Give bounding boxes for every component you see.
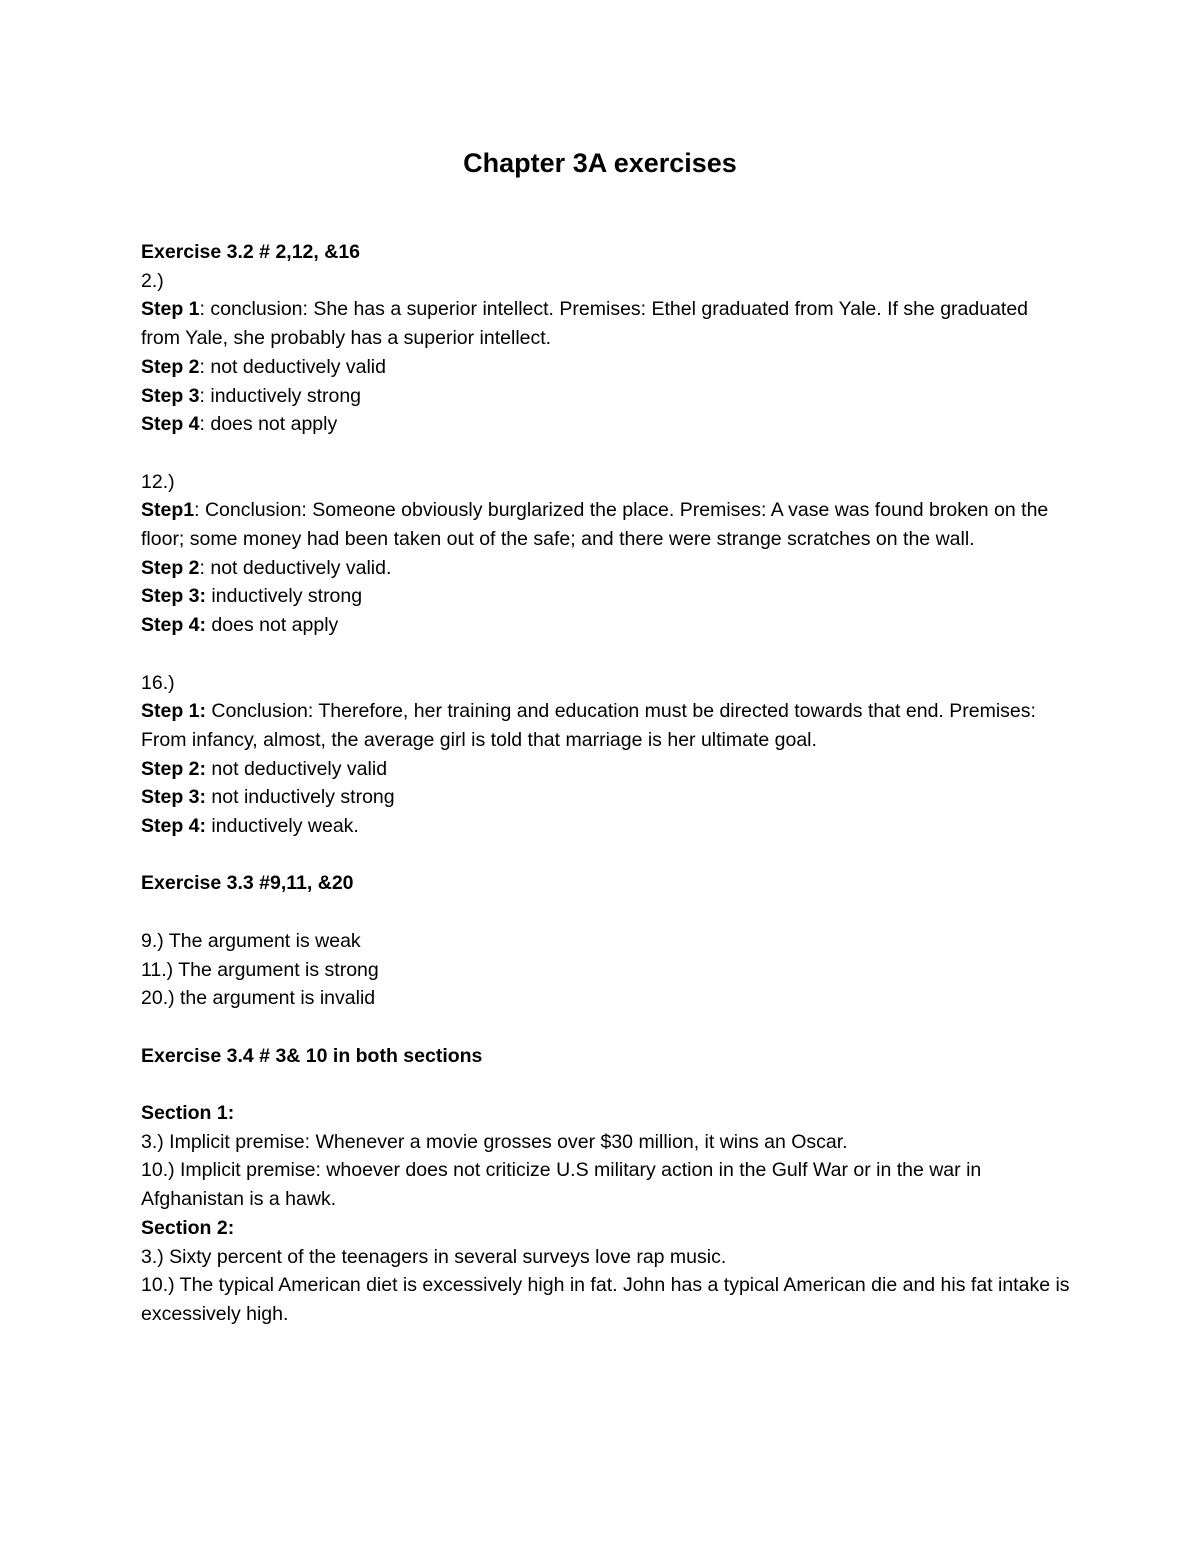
document-body bbox=[141, 238, 1071, 1329]
question-2-number: 2.) bbox=[141, 269, 164, 292]
step-text: : inductively strong bbox=[199, 384, 362, 407]
step-label: Step 1 bbox=[141, 298, 200, 321]
step-text: does not apply bbox=[206, 614, 339, 637]
step-label: Step 3: bbox=[141, 585, 207, 608]
step-text: inductively weak. bbox=[206, 815, 359, 838]
answer-11: 11.) The argument is strong bbox=[141, 958, 379, 981]
q2-step-3 bbox=[141, 382, 1071, 411]
step-label: Step 4: bbox=[141, 614, 207, 637]
exercise-3-2-heading: Exercise 3.2 # 2,12, &16 bbox=[141, 241, 361, 263]
spacer bbox=[141, 898, 1071, 927]
step-text: inductively strong bbox=[206, 585, 363, 608]
q2-step-4 bbox=[141, 410, 1071, 439]
step-text: : not deductively valid. bbox=[199, 556, 392, 579]
step-label: Step 3 bbox=[141, 384, 200, 407]
spacer bbox=[141, 1070, 1071, 1099]
section-2-label: Section 2: bbox=[141, 1216, 235, 1239]
spacer bbox=[141, 439, 1071, 468]
step-text: : conclusion: She has a superior intellect. Premises: Ethel graduated from Yale. If she graduated from Yale, she probably has a superior intellect. bbox=[141, 298, 1029, 350]
q16-step-4 bbox=[141, 812, 1071, 841]
step-label: Step 2 bbox=[141, 556, 200, 579]
section-1-answer-3: 3.) Implicit premise: Whenever a movie grosses over $30 million, it wins an Oscar. bbox=[141, 1130, 848, 1153]
q12-step-1 bbox=[141, 496, 1071, 553]
step-text: : Conclusion: Someone obviously burglarized the place. Premises: A vase was found broken on the floor; some money had been taken out of the safe; and there were strange scratches on the wall. bbox=[141, 499, 1049, 551]
section-2-answer-10: 10.) The typical American diet is excessively high in fat. John has a typical American die and his fat intake is excessively high. bbox=[141, 1274, 1070, 1325]
q16-step-3 bbox=[141, 783, 1071, 812]
exercise-3-3-heading: Exercise 3.3 #9,11, &20 bbox=[141, 872, 354, 895]
section-1-label: Section 1: bbox=[141, 1102, 235, 1124]
step-label: Step 4 bbox=[141, 413, 200, 436]
spacer bbox=[141, 640, 1071, 669]
step-label: Step 3: bbox=[141, 786, 207, 809]
step-label: Step 2 bbox=[141, 355, 200, 378]
spacer bbox=[141, 1013, 1071, 1042]
step-text: not inductively strong bbox=[206, 786, 395, 809]
step-text: not deductively valid bbox=[206, 757, 388, 780]
q2-step-1 bbox=[141, 295, 1071, 352]
step-label: Step 2: bbox=[141, 757, 207, 780]
q16-step-1 bbox=[141, 697, 1071, 754]
q12-step-3 bbox=[141, 582, 1071, 611]
q16-step-2 bbox=[141, 755, 1071, 784]
q12-step-4 bbox=[141, 611, 1071, 640]
q12-step-2 bbox=[141, 554, 1071, 583]
step-text: : does not apply bbox=[199, 413, 338, 436]
section-2-answer-3: 3.) Sixty percent of the teenagers in several surveys love rap music. bbox=[141, 1245, 727, 1268]
step-text: : not deductively valid bbox=[199, 355, 386, 378]
answer-20: 20.) the argument is invalid bbox=[141, 987, 376, 1010]
question-12-number: 12.) bbox=[141, 470, 175, 493]
spacer bbox=[141, 841, 1071, 870]
step-label: Step1 bbox=[141, 499, 195, 522]
step-label: Step 1: bbox=[141, 700, 207, 723]
q2-step-2 bbox=[141, 353, 1071, 382]
step-text: Conclusion: Therefore, her training and education must be directed towards that end. Premises: From infancy, almost, the average girl is told that marriage is her ultimate goal. bbox=[141, 700, 1036, 751]
page-title: Chapter 3A exercises bbox=[463, 148, 737, 178]
question-16-number: 16.) bbox=[141, 671, 175, 694]
step-label: Step 4: bbox=[141, 815, 207, 838]
exercise-3-4-heading: Exercise 3.4 # 3& 10 in both sections bbox=[141, 1044, 483, 1067]
section-1-answer-10: 10.) Implicit premise: whoever does not criticize U.S military action in the Gulf War or in the war in Afghanistan is a hawk. bbox=[141, 1159, 982, 1211]
answer-9: 9.) The argument is weak bbox=[141, 929, 361, 952]
